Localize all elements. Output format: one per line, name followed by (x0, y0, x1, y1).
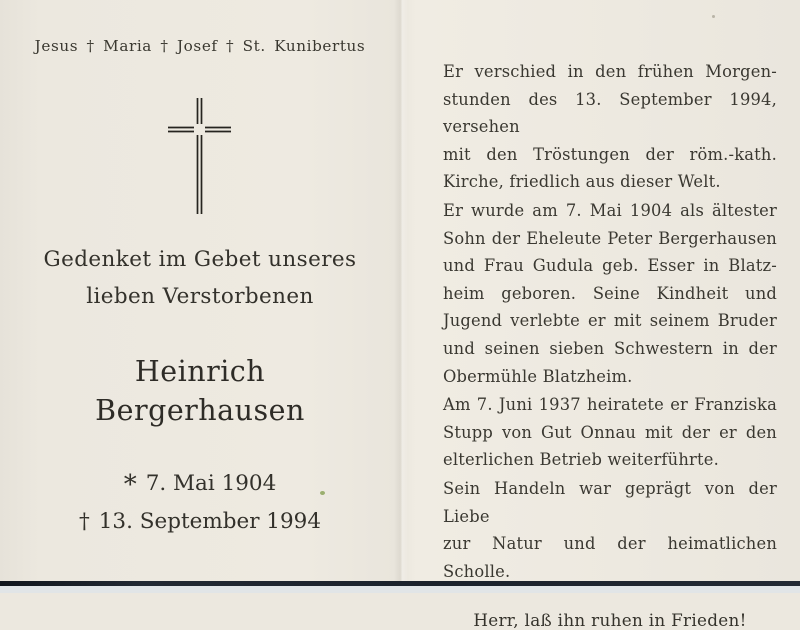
obituary-line: Stupp von Gut Onnau mit der er den (443, 422, 777, 442)
paper-speck (320, 491, 325, 495)
obituary-line: Sohn der Eheleute Peter Bergerhausen (443, 228, 777, 248)
obituary-paragraph (443, 58, 777, 196)
birth-star-icon: * (123, 470, 137, 500)
obituary-paragraph (443, 391, 777, 474)
obituary-line: heim geboren. Seine Kindheit und (443, 283, 777, 303)
obituary-line: zur Natur und der heimatlichen Scholle. (443, 534, 777, 581)
memorial-line-2: lieben Verstorbenen (86, 284, 314, 309)
closing-prayer: Herr, laß ihn ruhen in Frieden! (473, 610, 747, 630)
obituary-line: Kirche, friedlich aus dieser Welt. (443, 172, 721, 192)
death-date-line (0, 503, 400, 541)
obituary-paragraph (443, 197, 777, 390)
death-cross-icon: † (78, 509, 90, 534)
right-page (443, 58, 777, 630)
obituary-line: und seinen sieben Schwestern in der (443, 338, 777, 358)
memorial-line-1: Gedenket im Gebet unseres (43, 247, 357, 272)
obituary-line: stunden des 13. September 1994, versehen (443, 89, 777, 137)
death-date: 13. September 1994 (98, 509, 322, 534)
obituary-line: mit den Tröstungen der röm.-kath. (443, 144, 777, 164)
obituary-line: und Frau Gudula geb. Esser in Blatz- (443, 256, 777, 276)
memorial-text (0, 241, 400, 315)
obituary-paragraph (443, 475, 777, 585)
left-page (0, 0, 400, 581)
obituary-line: Jugend verlebte er mit seinem Bruder (443, 311, 777, 331)
cross-icon (0, 97, 400, 215)
birth-date-line (0, 463, 400, 503)
center-fold-line (394, 0, 408, 581)
obituary-line: Am 7. Juni 1937 heiratete er Franziska (443, 395, 777, 415)
obituary-line: Er wurde am 7. Mai 1904 als ältester (443, 200, 777, 220)
deceased-name (0, 352, 400, 430)
life-dates (0, 463, 400, 541)
paper-speck (712, 15, 715, 18)
deceased-first-name: Heinrich (134, 355, 266, 388)
invocation-line: Jesus † Maria † Josef † St. Kunibertus (34, 37, 366, 55)
deceased-last-name: Bergerhausen (95, 394, 305, 427)
obituary-paragraphs (443, 58, 777, 585)
scanner-background-strip (0, 586, 800, 593)
obituary-line: Sein Handeln war geprägt von der Liebe (443, 478, 777, 526)
obituary-line: Obermühle Blatzheim. (443, 366, 633, 386)
obituary-line: Er verschied in den frühen Morgen- (443, 62, 777, 81)
obituary-line: elterlichen Betrieb weiterführte. (443, 450, 719, 470)
birth-date: 7. Mai 1904 (145, 471, 277, 496)
